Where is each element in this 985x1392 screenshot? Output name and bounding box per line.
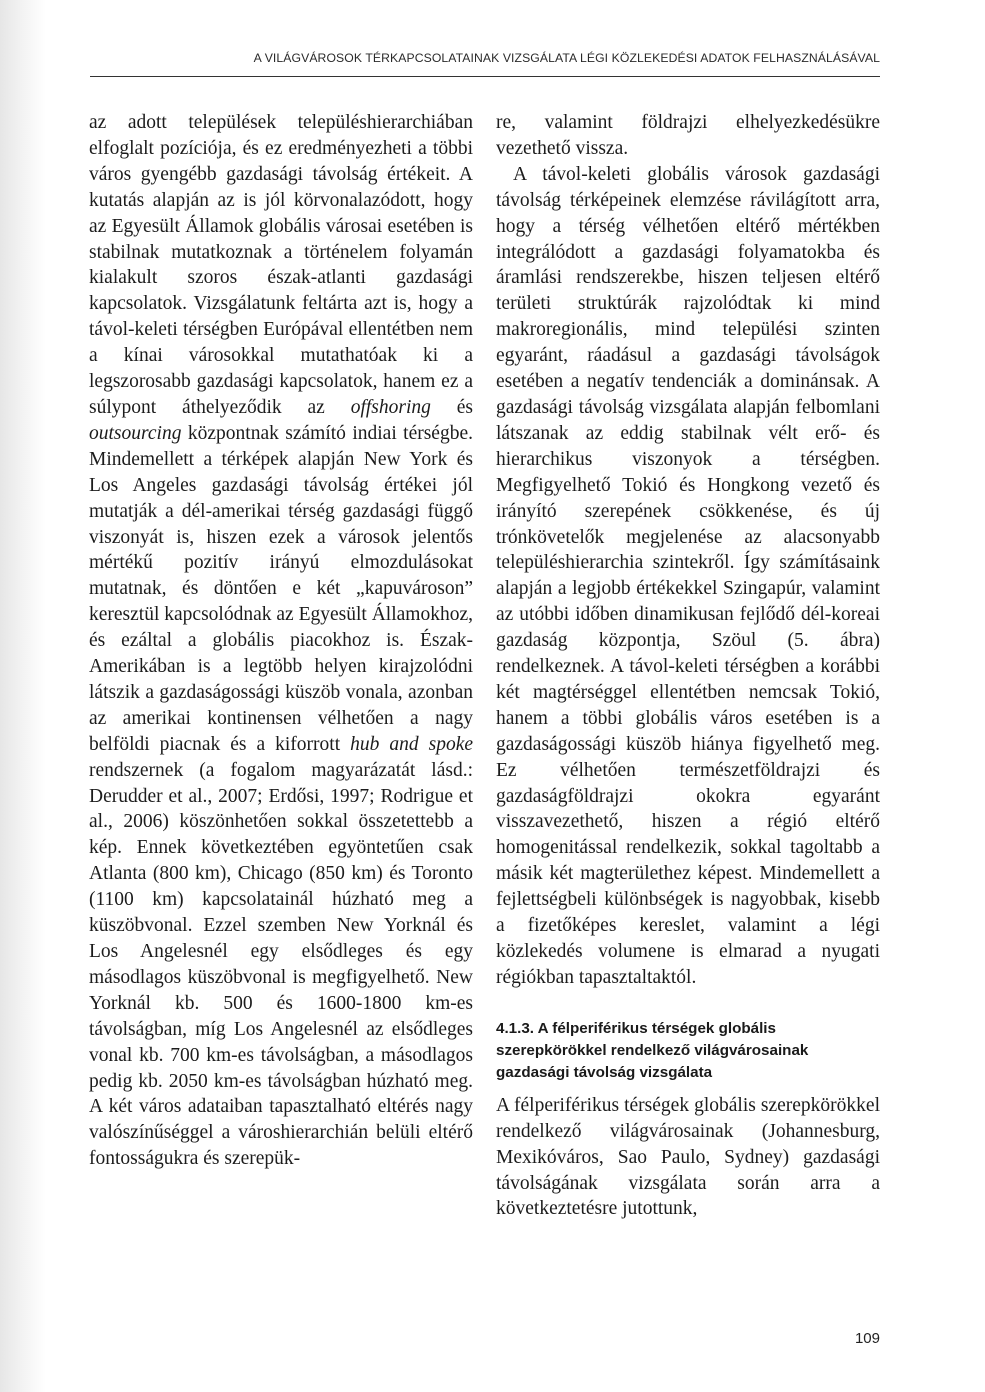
page-number: 109 (854, 1330, 880, 1347)
italic-term-hub-and-spoke: hub and spoke (350, 733, 474, 755)
book-spine-shadow (0, 0, 46, 1392)
paragraph-text: rendszernek (a fogalom magyarázatát lásd.: Derudder et al., 2007; Erdősi, 1997; Rodrigue et al., 2006) köszönhetően sokkal összetettebb a kép. Ennek következtében egyöntetűen csak Atlanta (800 km), Chicago (850 km) és Toronto (1100 km) kapcsolatainál húzható meg a küszöbvonal. Ezzel szemben New Yorknál és Los Angelesnél egy elsődleges és egy másodlagos küszöbvonal is megfigyelhető. New Yorknál kb. 500 és 1600-1800 km-es távolságban, míg Los Angelesnél az elsődleges vonal kb. 700 km-es távolságban, a másodlagos pedig kb. 2050 km-es távolságban húzható meg. A két város adataiban tapasztalható eltérés nagy valószínűséggel a városhierarchián belüli eltérő fontosságukra és szerepük- (89, 759, 473, 1170)
right-column (496, 110, 880, 1222)
paragraph-text: az adott települések településhierarchiában elfoglalt pozíciója, és ez eredményezheti a többi város gyengébb gazdasági távolság értékeit. A kutatás alapján az is jól körvonalazódott, hogy az Egyesült Államok globális városai esetében is stabilnak mutatkoznak a történelem folyamán kialakult szoros észak-atlanti gazdasági kapcsolatok. Vizsgálatunk feltárta azt is, hogy a távol-keleti térségben Európával ellentétben nem a kínai városokkal mutathatóak ki a legszorosabb gazdasági kapcsolatok, hanem ez a súlypont áthelyeződik az (89, 112, 473, 418)
left-column (89, 110, 473, 1172)
paragraph: A távol-keleti globális városok gazdasági távolság térképeinek elemzése rávilágított arra, hogy a térség vélhetően eltérő mértékben integrálódott a gazdasági folyamatokba és áramlási rendszerekbe, hiszen teljesen eltérő területi struktúrák rajzolódtak ki mind makroregionális, mind települési szinten egyaránt, ráadásul a gazdasági távolságok esetében a negatív tendenciák a dominánsak. A gazdasági távolság vizsgálata alapján felbomlani látszanak az eddig stabilnak vélt erő- és hierarchikus viszonyok a térségben. Megfigyelhető Tokió és Hongkong vezető és irányító szerepének csökkenése, és új trónkövetelők megjelenése az alacsonyabb településhierarchia szintekről. Így számításaink alapján a legjobb értékekkel Szingapúr, valamint az utóbbi időben dinamikusan fejlődő dél-koreai gazdaság központja, Szöul (5. ábra) rendelkeznek. A távol-keleti térségben a korábbi két magtérséggel ellentétben nemcsak Tokió, hanem a többi globális város esetében is a gazdaságossági küszöb hiánya figyelhető meg. Ez vélhetően természetföldrajzi és gazdaságföldrajzi okokra egyaránt visszavezethető, hiszen a régió eltérő homogenitással rendelkezik, sokkal tagoltabb a másik két magterülethez képest. Mindemellett a fejlettségbeli különbségek is nagyobbak, kisebb a fizetőképes kereslet, valamint a légi közlekedés volumene is elmarad a nyugati régiókban tapasztaltaktól. (496, 163, 880, 988)
paragraph: re, valamint földrajzi elhelyezkedésükre vezethető vissza. (496, 112, 880, 159)
paragraph: A félperiférikus térségek globális szerepkörökkel rendelkező világvárosainak (Johannesburg, Mexikóváros, Sao Paulo, Sydney) gazdasági távolságának vizsgálata során arra a következtetésre jutottunk, (496, 1094, 880, 1220)
paragraph-text: központnak számító indiai térségbe. Mindemellett a térképek alapján New York és Los Angeles gazdasági távolság értékei jól mutatják a dél-amerikai térség gazdasági függő viszonyát is, hiszen ezek a városok jelentős mértékű pozitív irányú elmozdulásokat mutatnak, és döntően e két „kapuvároson” keresztül kapcsolódnak az Egyesült Államokhoz, és ezáltal a globális piacokhoz is. Észak-Amerikában is a legtöbb helyen kirajzolódni látszik a gazdaságossági küszöb vonala, azonban az amerikai kontinensen vélhetően a nagy belföldi piacnak és a kiforrott (89, 422, 473, 755)
italic-term-offshoring: offshoring (350, 396, 431, 418)
paragraph-text: és (430, 396, 473, 418)
section-heading: 4.1.3. A félperiférikus térségek globális szerepkörökkel rendelkező világvárosainak gazdasági távolság vizsgálata (496, 1019, 809, 1081)
paragraph (89, 110, 473, 1172)
header-rule (90, 76, 880, 77)
italic-term-outsourcing: outsourcing (89, 422, 182, 444)
running-header: A VILÁGVÁROSOK TÉRKAPCSOLATAINAK VIZSGÁLATA LÉGI KÖZLEKEDÉSI ADATOK FELHASZNÁLÁSÁVAL (253, 51, 880, 65)
